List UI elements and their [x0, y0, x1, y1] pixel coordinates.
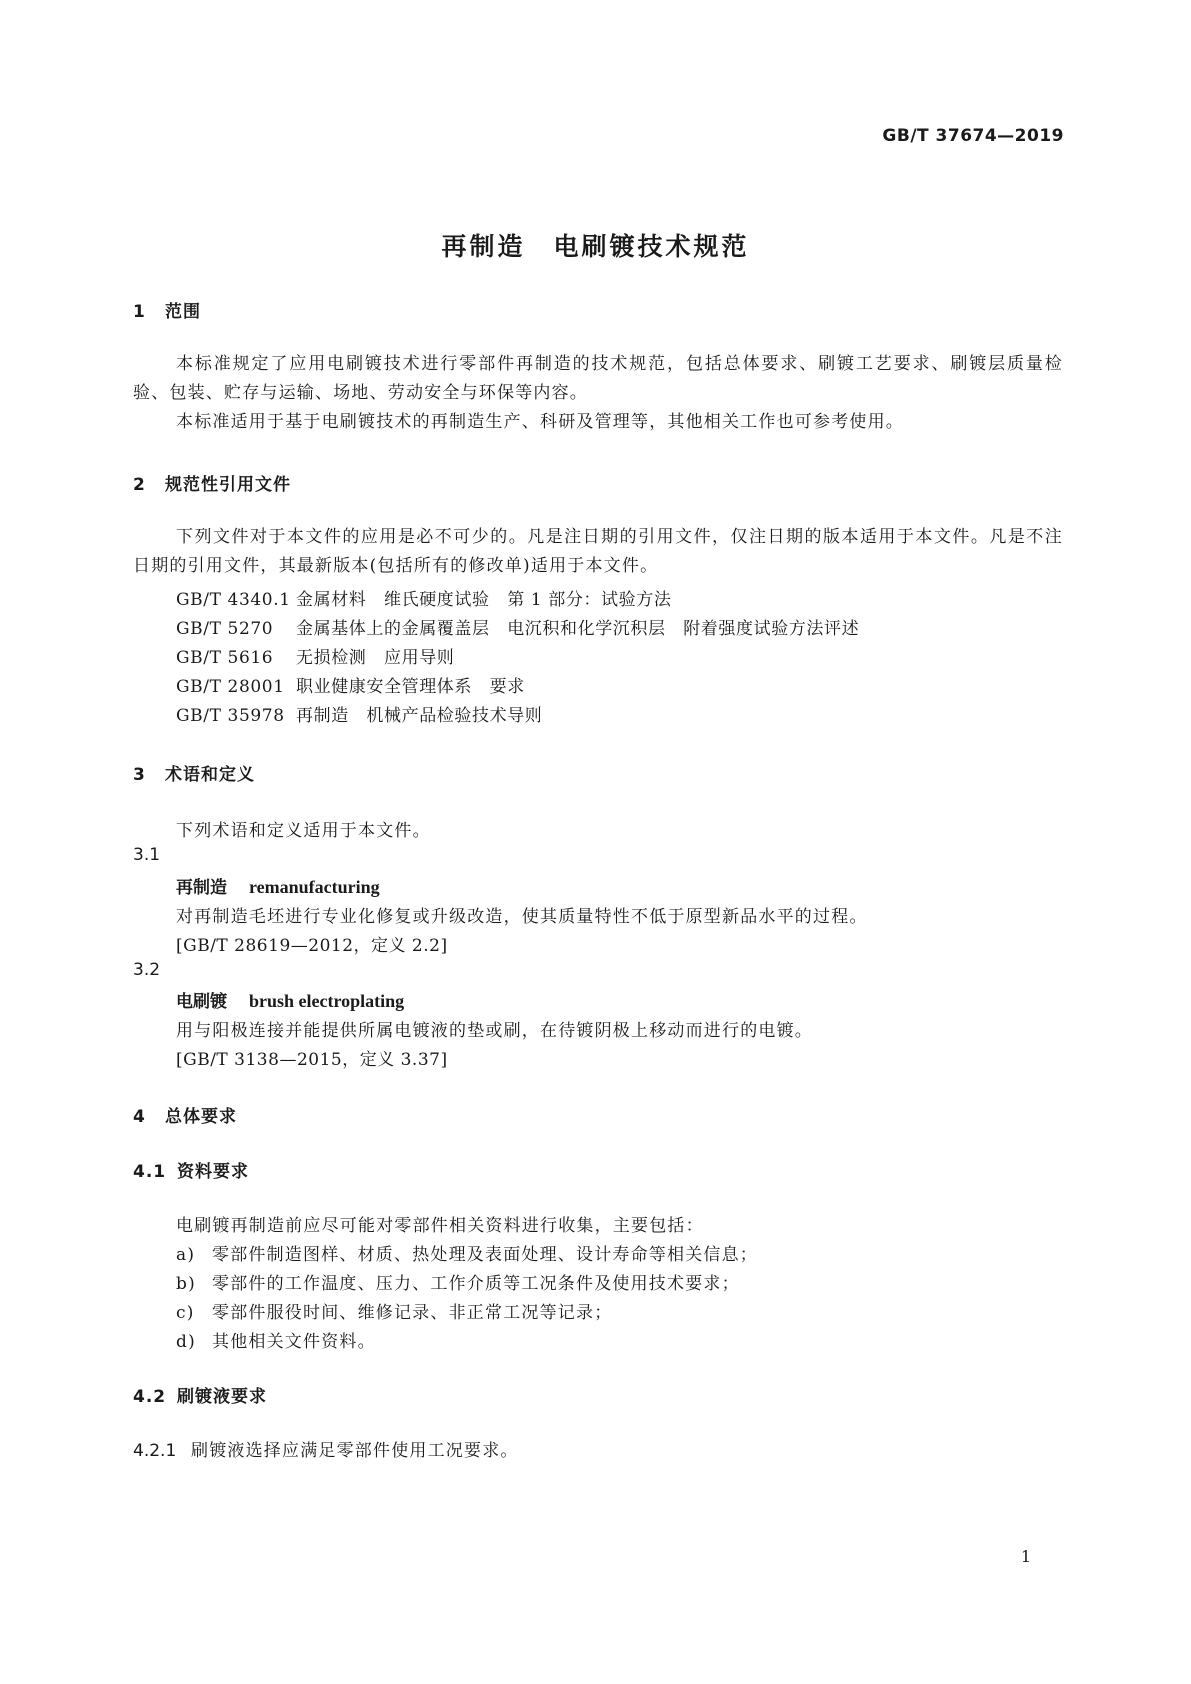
- normative-ref: [176, 672, 525, 697]
- list-text: 零部件制造图样、材质、热处理及表面处理、设计寿命等相关信息；: [212, 1245, 758, 1265]
- list-text: 其他相关文件资料。: [212, 1332, 376, 1352]
- term-number: 3.2: [133, 960, 161, 980]
- term-en: remanufacturing: [249, 877, 380, 897]
- scope-paragraph-1: 本标准规定了应用电刷镀技术进行零部件再制造的技术规范，包括总体要求、刷镀工艺要求、刷镀层质量检验、包装、贮存与运输、场地、劳动安全与环保等内容。: [133, 354, 1063, 403]
- ref-code: GB/T 4340.1: [176, 590, 291, 610]
- list-text: 零部件的工作温度、压力、工作介质等工况条件及使用技术要求；: [212, 1274, 740, 1294]
- ref-title: 再制造 机械产品检验技术导则: [296, 706, 543, 726]
- clause-number: 4.2.1: [133, 1441, 177, 1461]
- section-heading-4: [133, 1102, 237, 1127]
- subsection-heading-4-2: [133, 1382, 267, 1407]
- subsection-number: 4.2: [133, 1387, 167, 1407]
- ref-code: GB/T 5616: [176, 648, 274, 668]
- subsection-heading-4-1: [133, 1157, 249, 1182]
- term-name: [176, 987, 404, 1012]
- subsection-title: 资料要求: [177, 1162, 249, 1182]
- section-title: 总体要求: [165, 1107, 237, 1127]
- list-label: d): [176, 1332, 196, 1352]
- normative-ref: [176, 585, 671, 610]
- section-number: 1: [133, 302, 146, 322]
- ref-title: 金属基体上的金属覆盖层 电沉积和化学沉积层 附着强度试验方法评述: [296, 619, 860, 639]
- term-source: [GB/T 3138—2015，定义 3.37]: [176, 1050, 448, 1070]
- ref-code: GB/T 5270: [176, 619, 274, 639]
- section-heading-1: [133, 297, 201, 322]
- term-name: [176, 873, 380, 898]
- list-item: [176, 1240, 758, 1265]
- ref-code: GB/T 28001: [176, 677, 285, 697]
- list-label: b): [176, 1274, 196, 1294]
- ref-title: 金属材料 维氏硬度试验 第 1 部分：试验方法: [296, 590, 672, 610]
- list-label: c): [176, 1303, 195, 1323]
- term-definition: 用与阳极连接并能提供所属电镀液的垫或刷，在待镀阴极上移动而进行的电镀。: [176, 1021, 813, 1041]
- ref-title: 职业健康安全管理体系 要求: [296, 677, 525, 697]
- standard-number: GB/T 37674—2019: [882, 126, 1064, 146]
- terms-intro: 下列术语和定义适用于本文件。: [176, 821, 431, 841]
- page-number: 1: [1020, 1547, 1031, 1566]
- list-item: [176, 1269, 740, 1294]
- scope-paragraph-2: 本标准适用于基于电刷镀技术的再制造生产、科研及管理等，其他相关工作也可参考使用。: [176, 412, 904, 432]
- subsection-title: 刷镀液要求: [177, 1387, 267, 1407]
- materials-intro: 电刷镀再制造前应尽可能对零部件相关资料进行收集，主要包括：: [176, 1216, 704, 1236]
- section-number: 3: [133, 765, 146, 785]
- normative-intro: 下列文件对于本文件的应用是必不可少的。凡是注日期的引用文件，仅注日期的版本适用于本文件。凡是不注日期的引用文件，其最新版本(包括所有的修改单)适用于本文件。: [133, 527, 1063, 576]
- term-en: brush electroplating: [249, 991, 405, 1011]
- section-title: 范围: [165, 302, 201, 322]
- document-title: 再制造 电刷镀技术规范: [441, 232, 750, 261]
- section-title: 术语和定义: [165, 765, 255, 785]
- subsection-number: 4.1: [133, 1162, 167, 1182]
- section-title: 规范性引用文件: [165, 475, 291, 495]
- section-number: 2: [133, 475, 146, 495]
- term-source: [GB/T 28619—2012，定义 2.2]: [176, 936, 448, 956]
- ref-code: GB/T 35978: [176, 706, 285, 726]
- ref-title: 无损检测 应用导则: [296, 648, 455, 668]
- clause-text: 刷镀液选择应满足零部件使用工况要求。: [191, 1441, 519, 1461]
- term-number: 3.1: [133, 845, 161, 865]
- list-text: 零部件服役时间、维修记录、非正常工况等记录；: [212, 1303, 613, 1323]
- section-number: 4: [133, 1107, 146, 1127]
- normative-ref: [176, 614, 859, 639]
- term-zh: 再制造: [176, 878, 227, 898]
- list-item: [176, 1327, 376, 1352]
- term-definition: 对再制造毛坯进行专业化修复或升级改造，使其质量特性不低于原型新品水平的过程。: [176, 907, 868, 927]
- term-zh: 电刷镀: [176, 992, 227, 1012]
- section-heading-3: [133, 760, 255, 785]
- normative-ref: [176, 701, 542, 726]
- normative-ref: [176, 643, 454, 668]
- clause-4-2-1: [133, 1436, 519, 1461]
- list-item: [176, 1298, 612, 1323]
- list-label: a): [176, 1245, 196, 1265]
- section-heading-2: [133, 470, 291, 495]
